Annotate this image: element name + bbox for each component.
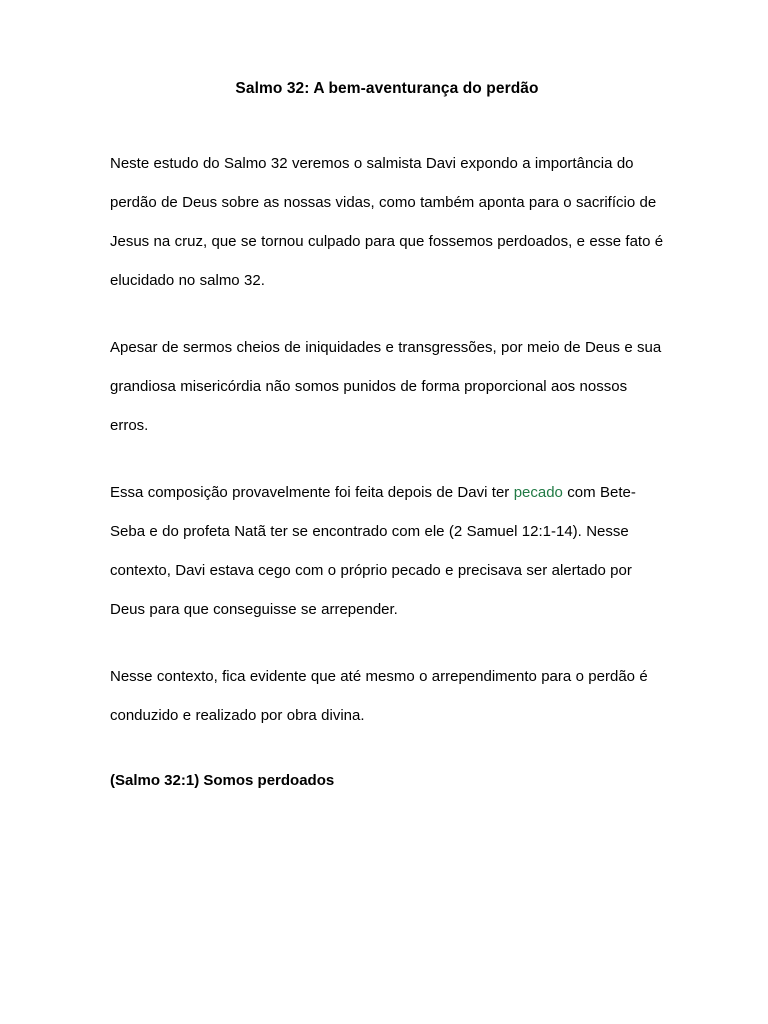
paragraph-3-text-before-link: Essa composição provavelmente foi feita depois de Davi ter [110, 483, 514, 501]
paragraph-3-text-after-link: com Bete-Seba e do profeta Natã ter se encontrado com ele (2 Samuel 12:1-14). Nesse contexto, Davi estava cego com o próprio pecado e precisava ser alertado por Deus para que conseguisse se arrepender. [110, 483, 636, 618]
section-heading-salmo-32-1: (Salmo 32:1) Somos perdoados [110, 771, 335, 789]
paragraph-2: Apesar de sermos cheios de iniquidades e transgressões, por meio de Deus e sua grandiosa misericórdia não somos punidos de forma proporcional aos nossos erros. [110, 338, 662, 434]
paragraph-3 [110, 473, 664, 629]
paragraph-4: Nesse contexto, fica evidente que até mesmo o arrependimento para o perdão é conduzido e realizado por obra divina. [110, 667, 648, 724]
page-title: Salmo 32: A bem-aventurança do perdão [235, 80, 539, 97]
paragraph-1: Neste estudo do Salmo 32 veremos o salmista Davi expondo a importância do perdão de Deus sobre as nossas vidas, como também aponta para o sacrifício de Jesus na cruz, que se tornou culpado para que fossemos perdoados, e esse fato é elucidado no salmo 32. [110, 154, 664, 289]
pecado-link[interactable]: pecado [513, 483, 563, 501]
